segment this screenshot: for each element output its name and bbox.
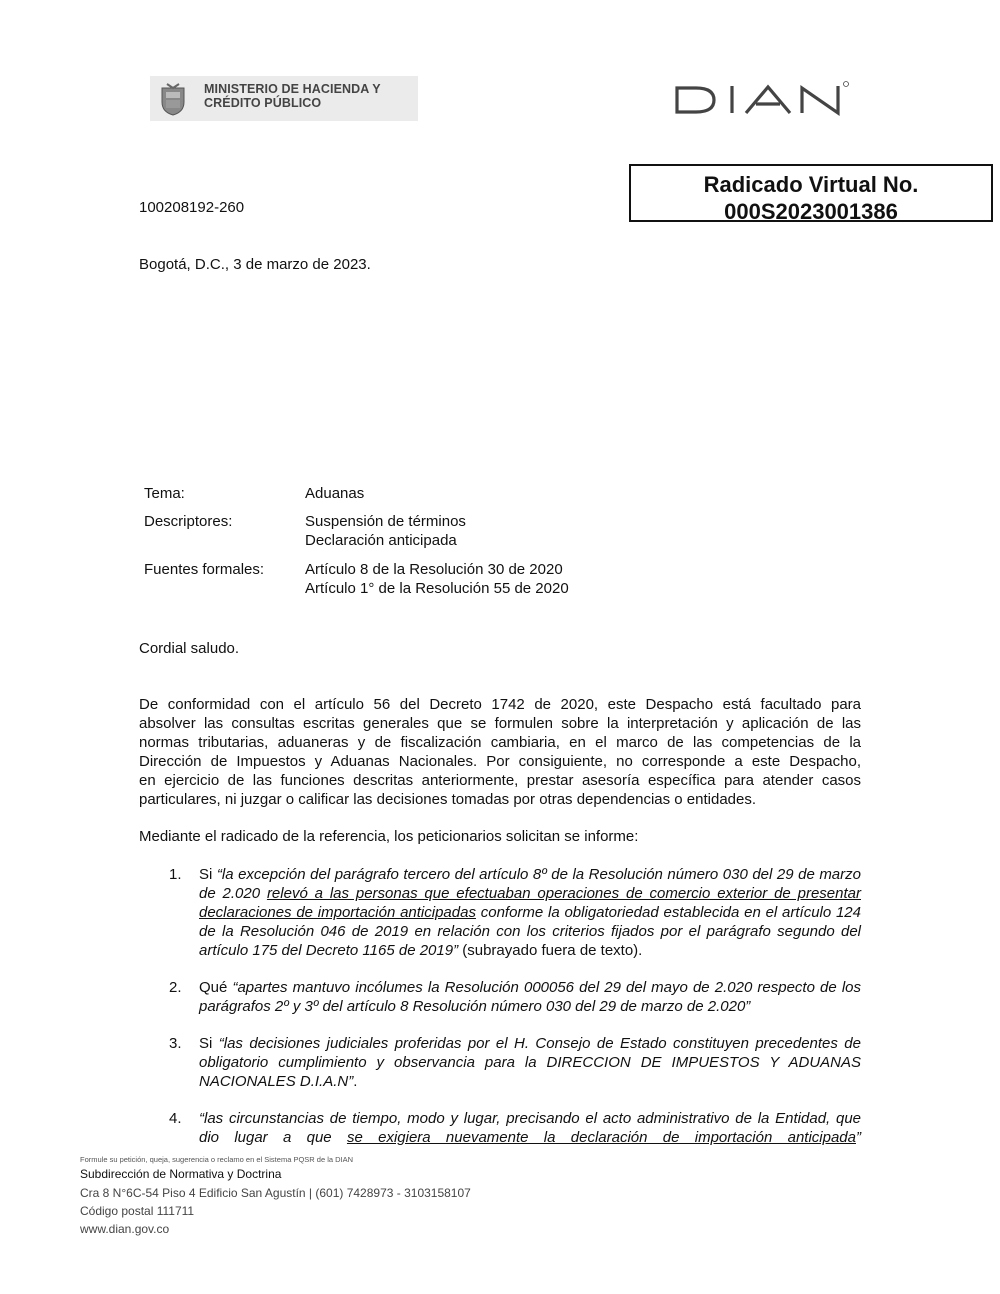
quote-text: “las circunstancias de tiempo, modo y lugar, precisando el acto administrativo de la Entidad, que dio lugar a que [199, 1110, 861, 1146]
paragraph-line: De conformidad con el artículo 56 del Decreto 1742 de 2020, este Despacho está facultado para [139, 696, 861, 713]
fuentes-values [305, 560, 569, 598]
list-number: 3. [169, 1035, 182, 1052]
paragraph-line: en ejercicio de las funciones descritas anteriormente, prestar asesoría específica para atender casos [139, 772, 861, 789]
footer-address: Cra 8 N°6C-54 Piso 4 Edificio San Agustín | (601) 7428973 - 3103158107 [80, 1186, 471, 1200]
list-lead: Qué [199, 979, 233, 996]
greeting: Cordial saludo. [139, 640, 240, 657]
fuente-item: Artículo 8 de la Resolución 30 de 2020 [305, 561, 563, 578]
radicado-label: Radicado Virtual No. [703, 172, 919, 197]
quote-text: ” [855, 1129, 861, 1146]
ministerio-name [204, 82, 381, 110]
quote-text: “las decisiones judiciales proferidas por el H. Consejo de Estado constituyen precedentes de obligatorio cumplimiento y observancia para la DIRECCION DE IMPUESTOS Y ADUANAS NACIONALES D.I.A.N” [199, 1035, 861, 1090]
paragraph-line: particulares, ni juzgar o calificar las decisiones tomadas por otras dependencias o entidades. [139, 791, 757, 808]
underlined-quote: relevó a las personas que efectuaban operaciones de comercio exterior de presentar declaraciones de importación anticipadas [199, 885, 861, 921]
list-tail: . [353, 1073, 358, 1090]
underlined-quote: se exigiera nuevamente la declaración de importación anticipada [346, 1129, 856, 1146]
descriptor-item: Declaración anticipada [305, 532, 457, 549]
list-item-3 [199, 1034, 861, 1091]
list-lead: Si [199, 866, 217, 883]
ministerio-line-1: MINISTERIO DE HACIENDA Y [204, 82, 381, 96]
tema-value: Aduanas [305, 485, 365, 502]
descriptor-item: Suspensión de términos [305, 513, 466, 530]
list-number: 2. [169, 979, 182, 996]
paragraph-line: normas tributarias, aduaneras y de fiscalización cambiaria, en el marco de las competencias de la [139, 734, 861, 751]
descriptores-values [305, 512, 466, 550]
list-item-2 [199, 978, 861, 1016]
fuente-item: Artículo 1° de la Resolución 55 de 2020 [305, 580, 569, 597]
footer-website[interactable]: www.dian.gov.co [80, 1222, 170, 1236]
list-item-1 [199, 865, 861, 960]
footer-postal: Código postal 111711 [80, 1204, 195, 1218]
footer-subdireccion: Subdirección de Normativa y Doctrina [80, 1167, 282, 1181]
radicado-box [629, 164, 993, 222]
descriptores-label: Descriptores: [144, 513, 233, 530]
footer-note: Formule su petición, queja, sugerencia o reclamo en el Sistema PQSR de la DIAN [80, 1155, 354, 1164]
paragraph-line: Dirección de Impuestos y Aduanas Nacionales. Por consiguiente, no corresponde a este Despacho, [139, 753, 861, 770]
tema-label: Tema: [144, 485, 185, 502]
paragraph-1 [139, 695, 861, 809]
paragraph-line: absolver las consultas escritas generales que se formulen sobre la interpretación y aplicación de las [139, 715, 861, 732]
list-tail: (subrayado fuera de texto). [458, 942, 643, 959]
reference-number: 100208192-260 [139, 199, 245, 216]
quote-text: “apartes mantuvo incólumes la Resolución 000056 del 29 del mayo de 2.020 respecto de los parágrafos 2º y 3º del artículo 8 Resolución número 030 del 29 de marzo de 2.020” [199, 979, 861, 1015]
date-line: Bogotá, D.C., 3 de marzo de 2023. [139, 256, 371, 273]
ministerio-line-2: CRÉDITO PÚBLICO [204, 96, 322, 110]
list-number: 1. [169, 866, 182, 883]
quote-text: conforme la obligatoriedad establecida en el artículo 124 de la Resolución 046 de 2019 en relación con los criterios fijados por el parágrafo segundo del artículo 175 del Decreto 1165 de 2019” [199, 904, 861, 959]
list-lead: Si [199, 1035, 219, 1052]
coat-of-arms-icon [158, 82, 188, 116]
dian-logo [674, 80, 852, 120]
paragraph-2: Mediante el radicado de la referencia, los peticionarios solicitan se informe: [139, 828, 639, 845]
radicado-number: 000S2023001386 [724, 199, 898, 224]
list-number: 4. [169, 1110, 182, 1127]
quote-text: “la excepción del parágrafo tercero del artículo 8º de la Resolución número 030 del 29 de marzo de 2.020 [199, 866, 861, 902]
list-item-4 [199, 1109, 861, 1147]
fuentes-label: Fuentes formales: [144, 561, 265, 578]
